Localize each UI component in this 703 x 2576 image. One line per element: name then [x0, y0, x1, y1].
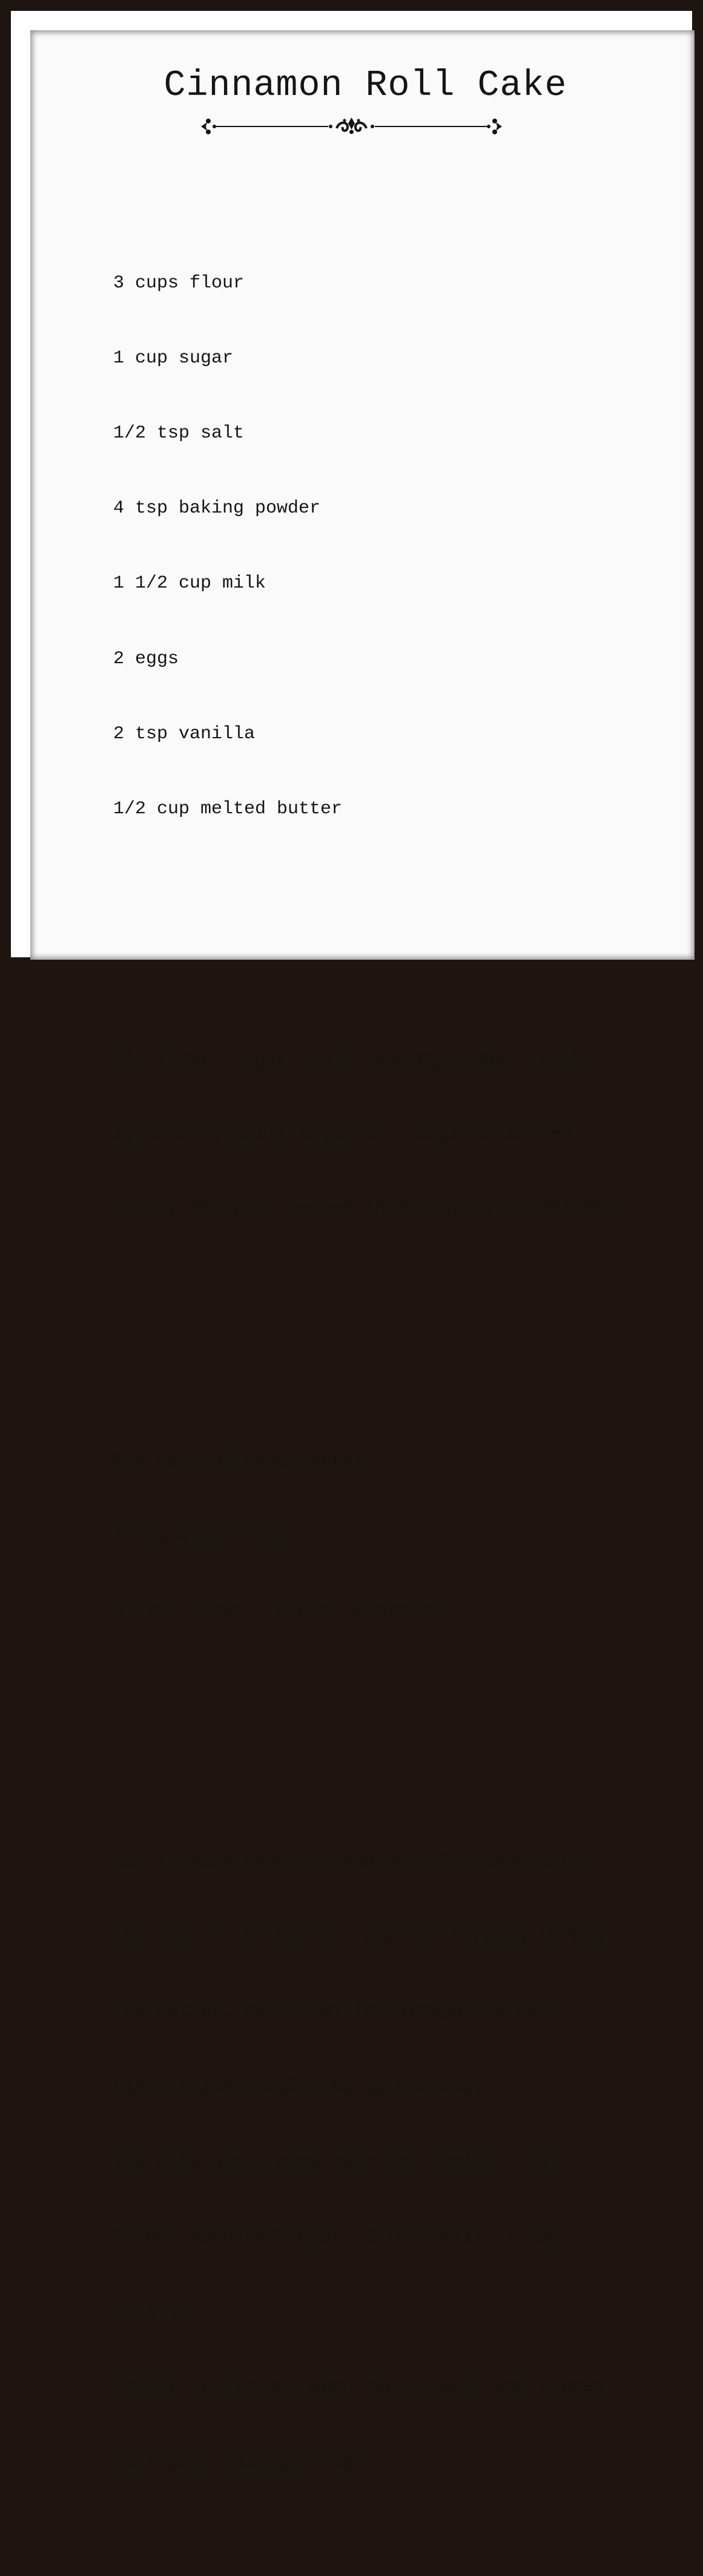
final-instructions [113, 1799, 615, 2526]
ingredient-line: 1 cup sugar [113, 347, 234, 369]
recipe-title: Cinnamon Roll Cake [163, 65, 567, 107]
instruction-line: Top with glaze when cake has cooled a bit. [113, 2151, 572, 2172]
cake-instructions [113, 997, 615, 1273]
ingredient-line: 1 cup brown sugar [113, 1525, 299, 1546]
ingredient-line: 3 cups flour [113, 272, 245, 293]
instruction-line: ENJOY! Delicious when served warm and topped [113, 2377, 604, 2398]
instruction-line: Mix topping together and drop by spoon onto [113, 1850, 583, 1872]
instruction-line: the top of the batter, cut the topping through [113, 1926, 615, 1947]
cake-ingredients-list [113, 221, 615, 872]
paragraph-gap [113, 922, 615, 947]
ingredient-cinnamon: 1 Tbsp cinnamon [273, 1600, 437, 1621]
instruction-line: the batter, so it swirls through the cake. [113, 2001, 572, 2022]
topping-ingredients-list [113, 1398, 615, 1674]
ingredient-line: 2 eggs [113, 648, 179, 669]
ingredient-flour: 2 Tbsp flour [113, 1600, 245, 1621]
instruction-line: butter and pour batter into a greased 9X13 pan [113, 1199, 615, 1221]
instruction-line: Mix flour, sugar, salt, baking powder, milk, [113, 1049, 593, 1070]
ingredient-line: 3/4 cup softened butter [113, 1450, 365, 1471]
instruction-line: eggs and vanilla together. Stir in melted [113, 1124, 572, 1145]
instruction-line: vanilla. [113, 2302, 201, 2323]
ingredient-line: 1 1/2 cup milk [113, 573, 266, 594]
ingredient-line: 1/2 cup melted butter [113, 799, 343, 820]
photo-frame-border [11, 11, 692, 2473]
paragraph-gap [113, 1724, 615, 1749]
instruction-line: Bake at 350 until cake is browned. [113, 2076, 484, 2097]
instruction-line: with some whipped cream. [113, 2452, 375, 2473]
ingredient-line: 4 tsp baking powder [113, 498, 321, 519]
recipe-card [30, 30, 695, 2473]
ingredient-line-pair [113, 1599, 615, 1624]
ingredient-line: 2 tsp vanilla [113, 723, 256, 744]
ornamental-flourish-icon [199, 115, 504, 138]
recipe-body [113, 171, 615, 2576]
instruction-line: 2 cups powdered sugar, 5 Tbsp milk, 1 tsp [113, 2226, 561, 2247]
paragraph-gap [113, 1323, 615, 1348]
ingredient-line: 1/2 tsp salt [113, 423, 245, 444]
